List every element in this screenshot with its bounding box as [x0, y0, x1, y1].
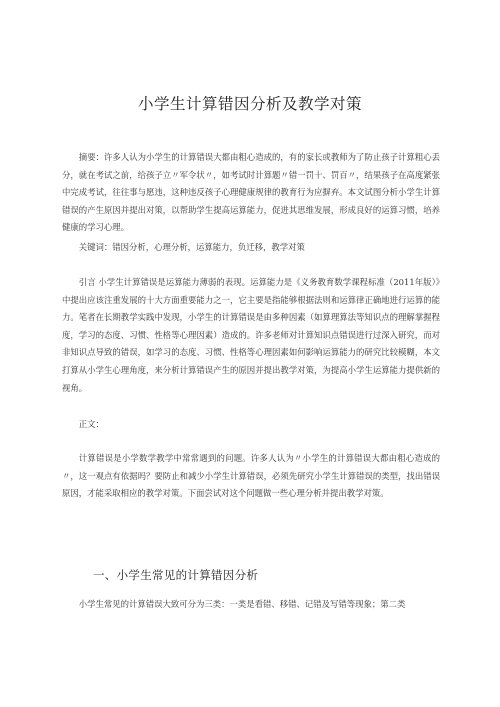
body-paragraph: 计算错误是小学数学教学中常常遇到的问题。许多人认为〃小学生的计算错误大都由粗心造成的〃，这一观点有依据吗？要防止和减少小学生计算错误，必须先研究小学生计算错误的类型，找出错误原因，才能采取相应的教学对策。下面尝试对这个问题做一些心理分析并提出教学对策。 [62, 453, 440, 499]
keywords-line: 关键词：错因分析，心理分析，运算能力，负迁移，教学对策 [78, 242, 305, 252]
body-label: 正文： [78, 419, 104, 429]
body-paragraph-2: 小学生常见的计算错误大致可分为三类：一类是看错、移错、记错及写错等现象；第二类 [78, 599, 406, 609]
abstract-paragraph: 摘要：许多人认为小学生的计算错误大都由粗心造成的，有的家长或教师为了防止孩子计算粗心丢分，就在考试之前，给孩子立〃军令状〃，如考试时计算题〃错一罚十、罚百〃，结果孩子在高度紧张中完成考试，往往事与愿违，这种违反孩子心理健康规律的教育行为应摒弃。本文试图分析小学生计算错误的产生原因并提出对策，以帮助学生提高运算能力，促进其思维发展，形成良好的运算习惯，培养健康的学习心理。 [62, 152, 440, 233]
document-title: 小学生计算错因分析及教学对策 [137, 95, 362, 113]
intro-paragraph: 引言 小学生计算错误是运算能力薄弱的表现。运算能力是《义务教育数学课程标准（2011年版）》中提出应该注重发展的十大方面重要能力之一，它主要是指能够根据法则和运算律正确地进行运算的能力。笔者在长期教学实践中发现，小学生的计算错误是由多种因素（如算理算法等知识点的理解掌握程度，学习的态度、习惯、性格等心理因素）造成的。许多老师对计算知识点错误进行过深入研究，而对非知识点导致的错误，如学习的态度、习惯、性格等心理因素如何影响运算能力的研究比较模糊，本文打算从小学生心理角度，来分析计算错误产生的原因并提出教学对策，为提高小学生运算能力提供新的视角。 [62, 277, 440, 393]
section-heading: 一、小学生常见的计算错因分析 [93, 568, 259, 582]
